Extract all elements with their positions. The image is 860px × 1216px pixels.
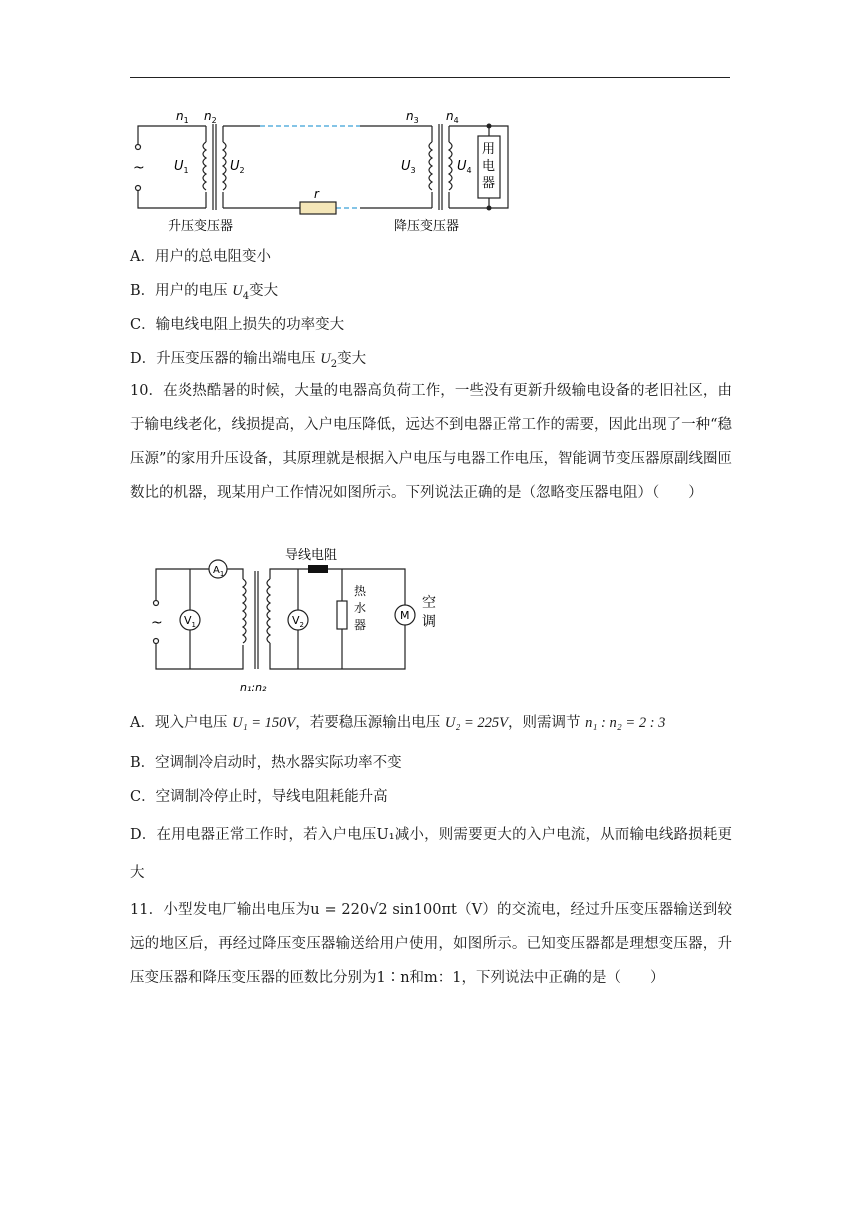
label-u1: $U_1$: [174, 159, 189, 175]
q9-option-c: C．输电线电阻上损失的功率变大: [130, 317, 345, 333]
transmission-circuit-diagram: [120, 100, 520, 240]
q9-option-d: D．升压变压器的输出端电压 $U_2$变大: [130, 351, 367, 370]
motor-m: M: [400, 609, 410, 622]
label-u2: $U_2$: [230, 159, 245, 175]
header-rule: [130, 77, 730, 78]
label-n1: $n_1$: [176, 109, 189, 125]
label-n4: $n_4$: [446, 109, 459, 125]
step-up-label: 升压变压器: [168, 219, 234, 234]
appliance-char-3: 器: [482, 176, 496, 191]
voltmeter-v2: $V_2$: [292, 614, 304, 629]
source-symbol: ~: [133, 160, 145, 176]
ac-char-2: 调: [422, 614, 436, 630]
heater-char-2: 水: [354, 601, 367, 615]
resistor-r: [300, 202, 336, 214]
label-n2: $n_2$: [204, 109, 217, 125]
label-u4: $U_4$: [457, 159, 472, 175]
q10-stem: 10．在炎热酷暑的时候，大量的电器高负荷工作，一些没有更新升级输电设备的老旧社区，由于输电线老化，线损提高，入户电压降低，远达不到电器正常工作的需要，因此出现了一种“稳压源”的家用升压设备，其原理就是根据入户电压与电器工作电压，智能调节变压器原副线圈匝数比的机器，现某用户工作情况如图所示。下列说法正确的是（忽略变压器电阻）（ ）: [130, 383, 732, 501]
voltmeter-v1: $V_1$: [184, 614, 196, 629]
appliance-char-1: 用: [482, 142, 496, 157]
heater-char-3: 器: [354, 618, 367, 632]
q10-option-b: B．空调制冷启动时，热水器实际功率不变: [130, 755, 402, 771]
q11-stem: 11．小型发电厂输出电压为u = 220√2 sin100πt（V）的交流电，经过升压变压器输送到较远的地区后，再经过降压变压器输送给用户使用，如图所示。已知变压器都是理想变压器，升压变压器和降压变压器的匝数比分别为1∶n和m：1，下列说法中正确的是（ ）: [130, 902, 732, 986]
label-u3: $U_3$: [401, 159, 416, 175]
ac-char-1: 空: [422, 595, 436, 611]
appliance-char-2: 电: [482, 159, 496, 174]
ammeter-a1: $A_1$: [213, 565, 225, 578]
turns-ratio-label: n₁:n₂: [240, 681, 267, 694]
wire-resistance-block: [308, 565, 328, 573]
label-n3: $n_3$: [406, 109, 419, 125]
q10-option-d: D．在用电器正常工作时，若入户电压U₁减小，则需要更大的入户电流，从而输电线路损耗更大: [130, 827, 732, 881]
q10-option-a: A．现入户电压 U₁ = 150V，若要稳压源输出电压 U₂ = 225V，则需调节 n₁ : n₂ = 2 : 3: [130, 715, 666, 731]
q9-option-a: A．用户的总电阻变小: [130, 249, 271, 265]
q10-option-c: C．空调制冷停止时，导线电阻耗能升高: [130, 789, 388, 805]
label-r: r: [314, 187, 319, 201]
stabilizer-circuit-diagram: [140, 545, 460, 695]
source-symbol-2: ~: [151, 615, 163, 631]
step-down-label: 降压变压器: [394, 219, 460, 234]
wire-resistance-label: 导线电阻: [285, 548, 338, 563]
heater-char-1: 热: [354, 584, 367, 598]
q9-option-b: B．用户的电压 $U_4$变大: [130, 283, 279, 302]
